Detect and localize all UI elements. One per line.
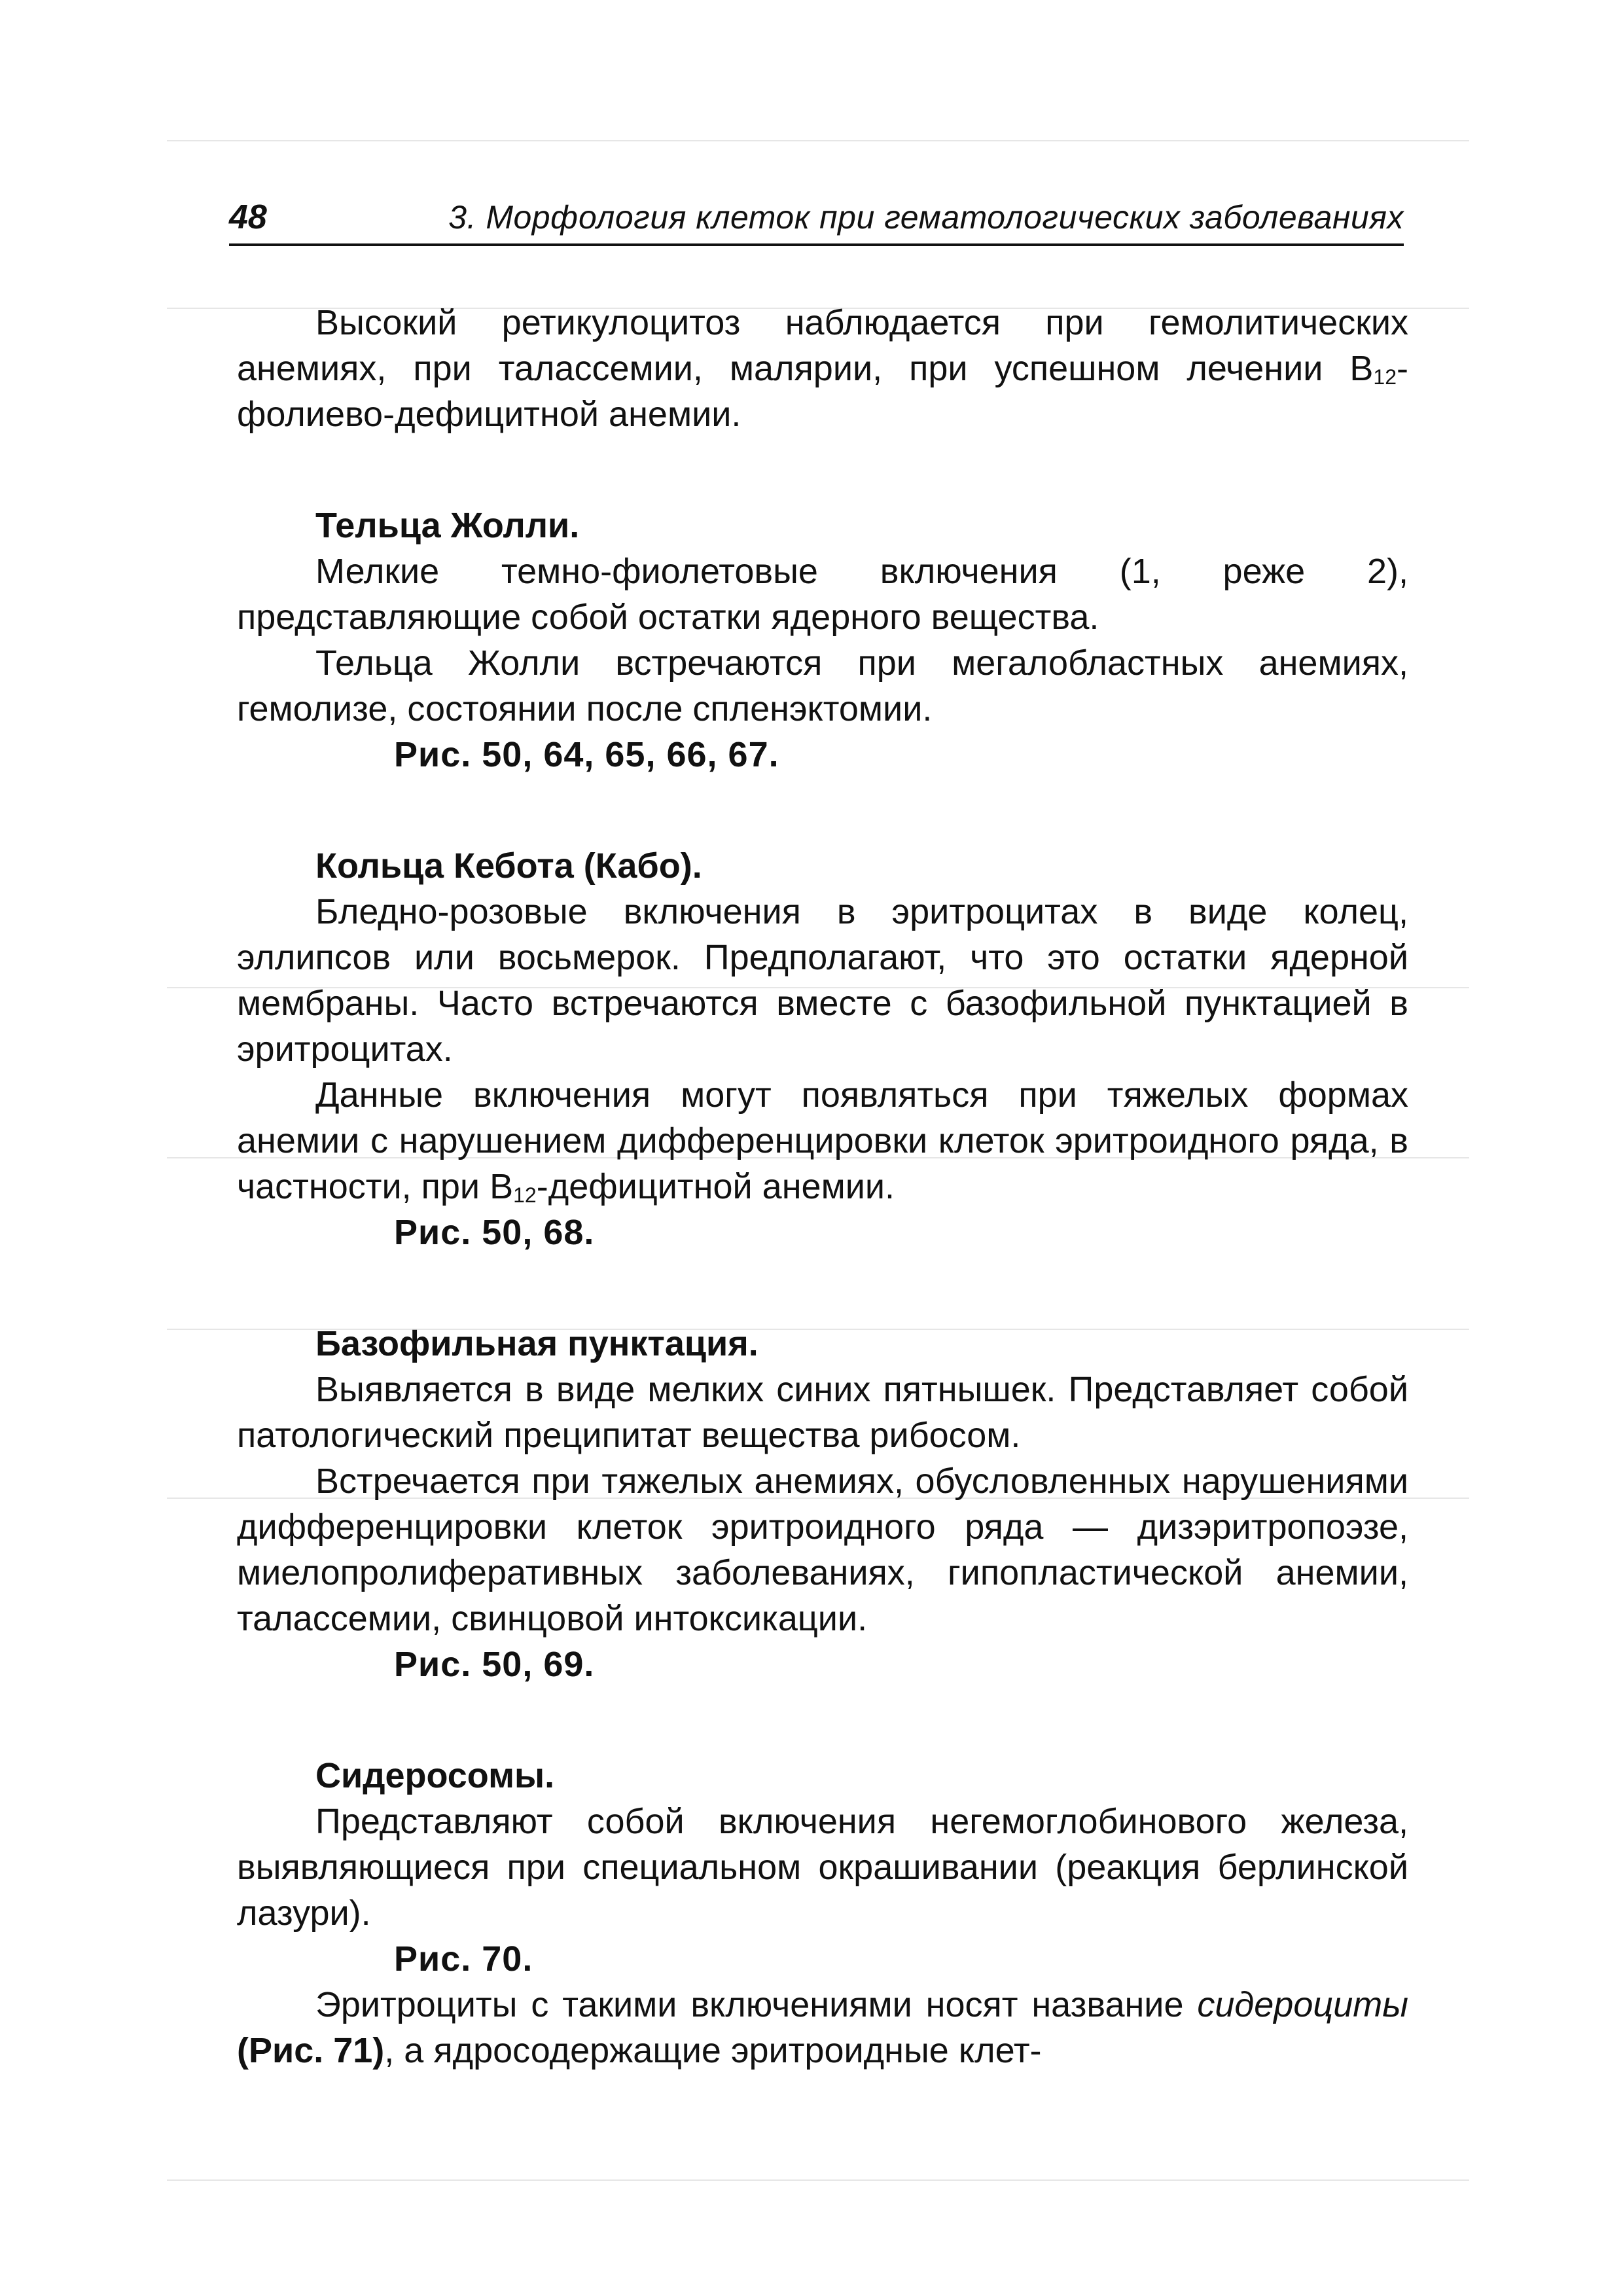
chapter-title: 3. Морфология клеток при гематологических заболеваниях <box>448 199 1404 236</box>
section-gap <box>237 1255 1408 1321</box>
term-siderocytes: сидероциты <box>1197 1985 1408 2024</box>
inline-figure-reference: (Рис. 71) <box>237 2031 385 2070</box>
section-gap <box>237 778 1408 843</box>
heading-siderosomes: Сидеросомы. <box>315 1756 555 1795</box>
heading-basophilic-stippling: Базофильная пунктация. <box>315 1324 758 1363</box>
paragraph-jolly-occurrence: Тельца Жолли встречаются при мегалобластных анемиях, гемолизе, состоянии после спленэктомии. <box>237 643 1408 728</box>
section-gap <box>237 437 1408 503</box>
figure-reference-siderosomes: Рис. 70. <box>394 1939 533 1979</box>
paragraph-basophilic-occurrence: Встречается при тяжелых анемиях, обусловленных нарушениями дифференцировки клеток эритроидного ряда — дизэритропоэзе, миелопролиферативных заболеваниях, гипопластической анемии, талассемии, свинцовой интоксикации. <box>237 1462 1408 1638</box>
paragraph-siderocytes: Эритроциты с такими включениями носят название сидероциты (Рис. 71), а ядросодержащие эритроидные клет- <box>237 1985 1408 2070</box>
running-header <box>229 191 1404 246</box>
paragraph-reticulocytosis: Высокий ретикулоцитоз наблюдается при гемолитических анемиях, при талассемии, малярии, при успешном лечении $В_{12}-фолиево$-дефицитной анемии. <box>237 303 1408 434</box>
body-text <box>237 300 1408 2073</box>
paragraph-siderosomes-description: Представляют собой включения негемоглобинового железа, выявляющиеся при специальном окрашивании (реакция берлинской лазури). <box>237 1802 1408 1933</box>
paragraph-cabot-description: Бледно-розовые включения в эритроцитах в виде колец, эллипсов или восьмерок. Предполагают, что это остатки ядерной мембраны. Часто встречаются вместе с базофильной пунктацией в эритроцитах. <box>237 892 1408 1069</box>
paragraph-cabot-occurrence: Данные включения могут появляться при тяжелых формах анемии с нарушением дифференцировки клеток эритроидного ряда, в частности, при $В_{12}$-дефицитной анемии. <box>237 1075 1408 1207</box>
paragraph-jolly-description: Мелкие темно-фиолетовые включения (1, реже 2), представляющие собой остатки ядерного вещества. <box>237 552 1408 637</box>
heading-cabot-rings: Кольца Кебота (Кабо). <box>315 846 702 886</box>
heading-jolly-bodies: Тельца Жолли. <box>315 506 580 545</box>
figure-reference-basophilic: Рис. 50, 69. <box>394 1645 595 1684</box>
figure-reference-jolly: Рис. 50, 64, 65, 66, 67. <box>394 735 779 774</box>
figure-reference-cabot: Рис. 50, 68. <box>394 1213 595 1252</box>
paragraph-basophilic-description: Выявляется в виде мелких синих пятнышек. Представляет собой патологический преципитат вещества рибосом. <box>237 1370 1408 1455</box>
section-gap <box>237 1687 1408 1753</box>
page-number: 48 <box>229 198 267 236</box>
